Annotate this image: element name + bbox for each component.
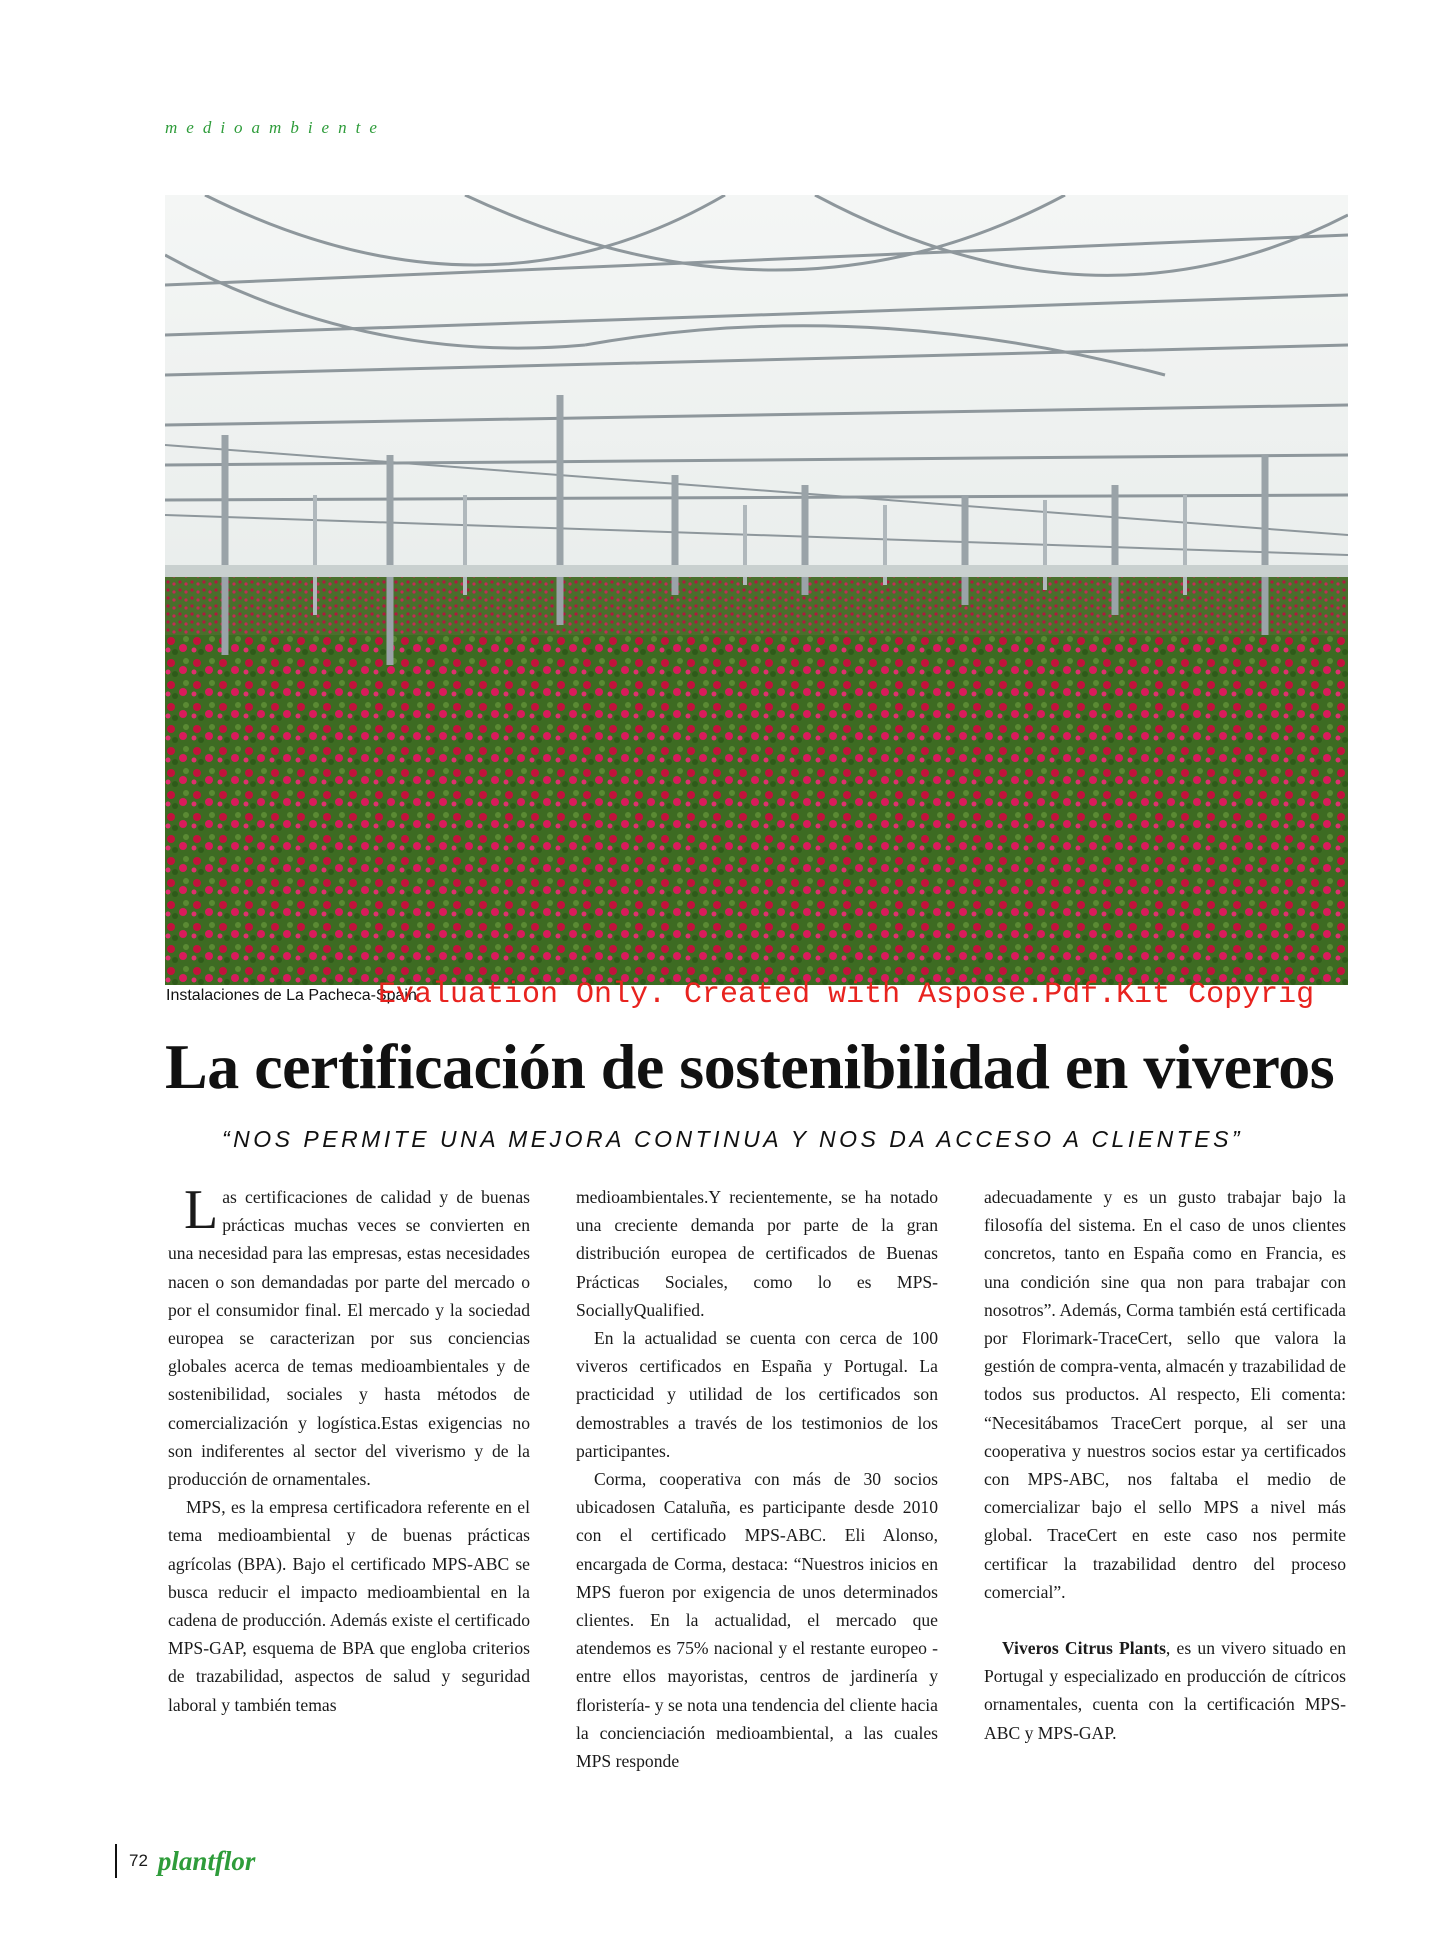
article-title: La certificación de sostenibilidad en viveros xyxy=(165,1031,1335,1102)
drop-cap: L xyxy=(184,1179,219,1241)
paragraph: Corma, cooperativa con más de 30 socios ubicadosen Cataluña, es participante desde 2010 con el certificado MPS-ABC. Eli Alonso, encargada de Corma, destaca: “Nuestros inicios en MPS fueron por exigencia de unos determinados clientes. En la actualidad, el mercado que atendemos es 75% nacional y el restante europeo - entre ellos mayoristas, centros de jardinería y floristería- y se nota una tendencia del cliente hacia la concienciación medioambiental, a las cuales MPS responde xyxy=(576,1469,938,1772)
magazine-logo: plantflor xyxy=(157,1845,256,1876)
text-column-1 xyxy=(168,1179,530,1719)
paragraph-text: , es un vivero situado en Portugal y especializado en producción de cítricos ornamentales, cuenta con la certificación MPS-ABC y MPS-GAP. xyxy=(984,1638,1346,1743)
paragraph: MPS, es la empresa certificadora referente en el tema medioambiental y de buenas prácticas agrícolas (BPA). Bajo el certificado MPS-ABC se busca reducir el impacto medioambiental en la cadena de producción. Además existe el certificado MPS-GAP, esquema de BPA que engloba criterios de trazabilidad, aspectos de salud y seguridad laboral y también temas xyxy=(168,1497,530,1715)
paragraph xyxy=(168,1179,530,1493)
paragraph: adecuadamente y es un gusto trabajar bajo la filosofía del sistema. En el caso de unos clientes concretos, tanto en España como en Francia, es una condición sine qua non para trabajar con nosotros”. Además, Corma también está certificada por Florimark-TraceCert, sello que valora la gestión de compra-venta, almacén y trazabilidad de todos sus productos. Al respecto, Eli comenta: “Necesitábamos TraceCert porque, al ser una cooperativa y nuestros socios estar ya certificados con MPS-ABC, nos faltaba el medio de comercializar bajo el sello MPS a nivel más global. TraceCert en este caso nos permite certificar la trazabilidad dentro del proceso comercial”. xyxy=(984,1187,1346,1602)
paragraph xyxy=(984,1634,1346,1747)
paragraph-text: as certificaciones de calidad y de buenas prácticas muchas veces se convierten en una necesidad para las empresas, estas necesidades nacen o son demandadas por parte del mercado o por el consumidor final. El mercado y la sociedad europea se caracterizan por sus conciencias globales acerca de temas medioambientales y de sostenibilidad, sociales y hasta métodos de comercialización y logística.Estas exigencias no son indiferentes al sector del viverismo y de la producción de ornamentales. xyxy=(168,1187,530,1490)
text-column-2 xyxy=(576,1183,938,1775)
paragraph: medioambientales.Y recientemente, se ha notado una creciente demanda por parte de la gran distribución europea de certificados de Buenas Prácticas Sociales, como lo es MPS-SociallyQualified. xyxy=(576,1187,938,1320)
section-label: medioambiente xyxy=(165,118,386,137)
evaluation-watermark: Evaluation Only. Created with Aspose.Pdf.Kit Copyrig xyxy=(378,978,1315,1012)
page-footer xyxy=(115,1843,255,1879)
photo-caption: Instalaciones de La Pacheca-Spain xyxy=(166,987,417,1004)
article-subtitle: “NOS PERMITE UNA MEJORA CONTINUA Y NOS DA ACCESO A CLIENTES” xyxy=(222,1126,1244,1152)
greenhouse-photo xyxy=(165,195,1348,985)
footer-rule xyxy=(115,1844,117,1878)
paragraph-gap xyxy=(984,1606,1346,1634)
paragraph: En la actualidad se cuenta con cerca de 100 viveros certificados en España y Portugal. La practicidad y utilidad de los certificados son demostrables a través de los testimonios de los participantes. xyxy=(576,1328,938,1461)
company-name: Viveros Citrus Plants xyxy=(1002,1638,1166,1659)
text-column-3 xyxy=(984,1183,1346,1747)
page-number: 72 xyxy=(129,1851,148,1870)
